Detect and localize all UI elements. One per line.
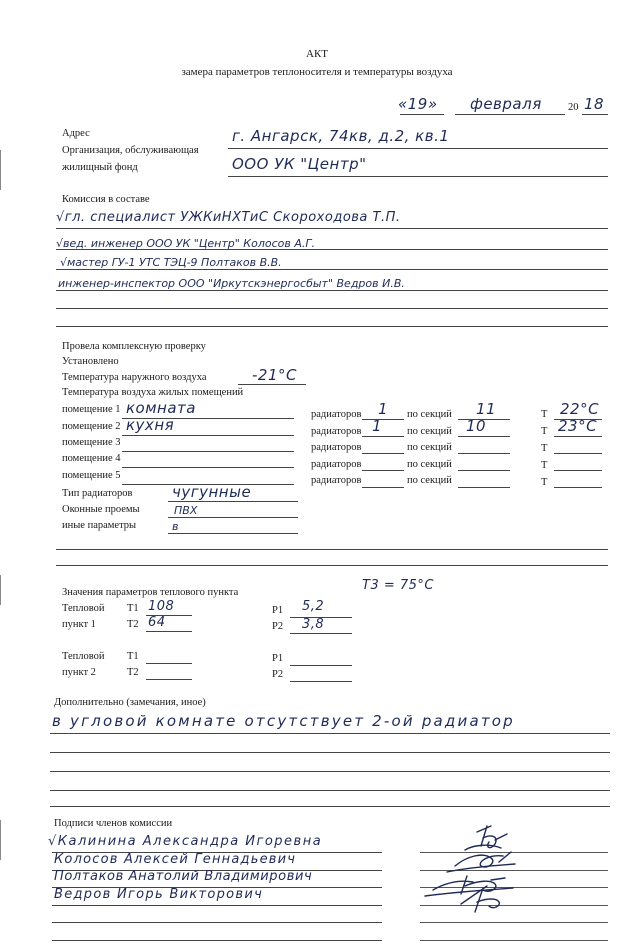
signature-line-6 (420, 940, 608, 941)
p1-line (290, 665, 352, 666)
indoor-temp-label: Температура воздуха жилых помещений (62, 387, 244, 398)
organization-line (228, 176, 608, 177)
notes-label: Дополнительно (замечания, иное) (54, 697, 206, 708)
commission-line-2 (56, 249, 608, 250)
sections-line (458, 487, 510, 488)
p1-label: Р1 (272, 605, 284, 616)
radiator-type-value: чугунные (172, 483, 252, 501)
t1-line (146, 663, 192, 664)
heat-point-label: Значения параметров теплового пункта (62, 587, 239, 598)
date-year-suffix: 18 (584, 95, 605, 113)
date-year-prefix: 20 (568, 102, 579, 113)
handwritten-signatures (395, 822, 555, 918)
room-name: комната (126, 399, 196, 417)
radiators-label: радиаторов (311, 426, 362, 437)
radiators-line (362, 470, 404, 471)
address-value: г. Ангарск, 74кв, д.2, кв.1 (232, 127, 450, 145)
radiators-label: радиаторов (311, 475, 362, 486)
window-label: Оконные проемы (62, 504, 140, 515)
signature-line-5 (420, 922, 608, 923)
commission-line-3 (56, 269, 608, 270)
signature-name-3: Полтаков Анатолий Владимирович (54, 869, 313, 884)
sections-line (458, 453, 510, 454)
t1-label: Т1 (127, 603, 139, 614)
notes-line-4 (50, 790, 610, 791)
room-name-line (122, 451, 294, 452)
signature-name-line-5 (52, 922, 382, 923)
sections-label: по секций (407, 459, 452, 470)
point-label-a: Тепловой (62, 603, 105, 614)
signature-name-line-6 (52, 940, 382, 941)
radiators-line (362, 419, 404, 420)
commission-label: Комиссия в составе (62, 194, 150, 205)
commission-line-5 (56, 308, 608, 309)
commission-member-3: √мастер ГУ-1 УТС ТЭЦ-9 Полтаков В.В. (60, 256, 282, 269)
scan-edge-mark (0, 150, 1, 190)
sections-label: по секций (407, 409, 452, 420)
outdoor-temp-label: Температура наружного воздуха (62, 372, 207, 383)
room-temp-line (554, 470, 602, 471)
room-temp-line (554, 436, 602, 437)
radiators-value: 1 (372, 417, 383, 435)
radiators-label: радиаторов (311, 442, 362, 453)
t2-line (146, 631, 192, 632)
commission-line-1 (56, 228, 608, 229)
p2-line (290, 633, 352, 634)
radiators-line (362, 436, 404, 437)
sections-label: по секций (407, 442, 452, 453)
radiators-value: 1 (378, 400, 389, 418)
inspection-established-label: Установлено (62, 356, 119, 367)
room-name: кухня (126, 416, 175, 434)
t-label: Т (541, 477, 548, 488)
notes-line-1 (50, 733, 610, 734)
t-label: Т (541, 443, 548, 454)
date-day: «19» (398, 95, 438, 113)
document-subtitle: замера параметров теплоносителя и температуры воздуха (181, 66, 453, 78)
point-label-b: пункт 2 (62, 667, 96, 678)
p2-value: 3,8 (302, 617, 325, 632)
inspection-performed-label: Провела комплексную проверку (62, 341, 206, 352)
sections-line (458, 436, 510, 437)
inspection-extra-line-2 (56, 565, 608, 566)
room-label: помещение 2 (62, 421, 121, 432)
room-temp-value: 22°С (560, 400, 600, 418)
p1-value: 5,2 (302, 599, 325, 614)
p2-label: Р2 (272, 669, 284, 680)
commission-member-4: инженер-инспектор ООО "Иркутскэнергосбыт" Ведров И.В. (58, 277, 405, 290)
room-temp-line (554, 487, 602, 488)
room-name-line (122, 467, 294, 468)
organization-label-2: жилищный фонд (62, 162, 138, 173)
notes-line-3 (50, 771, 610, 772)
point-label-a: Тепловой (62, 651, 105, 662)
t-label: Т (541, 460, 548, 471)
room-label: помещение 3 (62, 437, 121, 448)
room-label: помещение 4 (62, 453, 121, 464)
radiator-type-line (168, 501, 298, 502)
notes-text: в угловой комнате отсутствует 2-ой радиатор (52, 712, 515, 730)
date-month: февраля (470, 95, 542, 113)
room-name-line (122, 435, 294, 436)
t2-label: Т2 (127, 619, 139, 630)
t1-label: Т1 (127, 651, 139, 662)
t2-value: 64 (148, 615, 166, 630)
p2-label: Р2 (272, 621, 284, 632)
window-line (168, 517, 298, 518)
sections-value: 11 (476, 400, 497, 418)
organization-label-1: Организация, обслуживающая (62, 145, 199, 156)
commission-member-1: √гл. специалист УЖКиНХТиС Скороходова Т.П. (56, 210, 401, 225)
p1-label: Р1 (272, 653, 284, 664)
t-label: Т (541, 426, 548, 437)
point-label-b: пункт 1 (62, 619, 96, 630)
scan-edge-mark (0, 575, 1, 605)
notes-line-2 (50, 752, 610, 753)
radiator-type-label: Тип радиаторов (62, 488, 133, 499)
scan-edge-mark (0, 820, 1, 860)
other-params-label: иные параметры (62, 520, 137, 531)
notes-line-5 (50, 806, 610, 807)
other-params-line (168, 533, 298, 534)
t2-label: Т2 (127, 667, 139, 678)
window-value: ПВХ (174, 504, 198, 517)
room-label: помещение 1 (62, 404, 121, 415)
sections-label: по секций (407, 426, 452, 437)
address-label: Адрес (62, 128, 90, 139)
other-params-value: в (172, 520, 179, 533)
room-temp-value: 23°С (558, 417, 598, 435)
signature-name-1: √Калинина Александра Игоревна (48, 834, 323, 849)
inspection-extra-line-1 (56, 549, 608, 550)
radiators-label: радиаторов (311, 409, 362, 420)
radiators-label: радиаторов (311, 459, 362, 470)
sections-value: 10 (466, 417, 487, 435)
document-title: АКТ (306, 48, 328, 60)
commission-member-2: √вед. инженер ООО УК "Центр" Колосов А.Г. (56, 237, 316, 250)
outdoor-temp-line (238, 384, 306, 385)
date-day-line (400, 114, 444, 115)
signature-name-line-4 (52, 905, 382, 906)
t2-line (146, 679, 192, 680)
radiators-line (362, 487, 404, 488)
organization-value: ООО УК "Центр" (232, 155, 367, 173)
date-month-line (455, 114, 565, 115)
date-year-line (582, 114, 608, 115)
address-line (228, 148, 608, 149)
signature-name-2: Колосов Алексей Геннадьевич (54, 852, 297, 867)
t1-value: 108 (148, 599, 175, 614)
signature-name-4: Ведров Игорь Викторович (54, 887, 264, 902)
commission-line-4 (56, 290, 608, 291)
room-label: помещение 5 (62, 470, 121, 481)
t-label: Т (541, 409, 548, 420)
room-temp-line (554, 453, 602, 454)
outdoor-temp-value: -21°С (252, 366, 297, 384)
commission-line-6 (56, 326, 608, 327)
signatures-label: Подписи членов комиссии (54, 818, 173, 829)
sections-line (458, 470, 510, 471)
radiators-line (362, 453, 404, 454)
p2-line (290, 681, 352, 682)
t3-note: Т3 = 75°С (362, 578, 434, 593)
sections-label: по секций (407, 475, 452, 486)
